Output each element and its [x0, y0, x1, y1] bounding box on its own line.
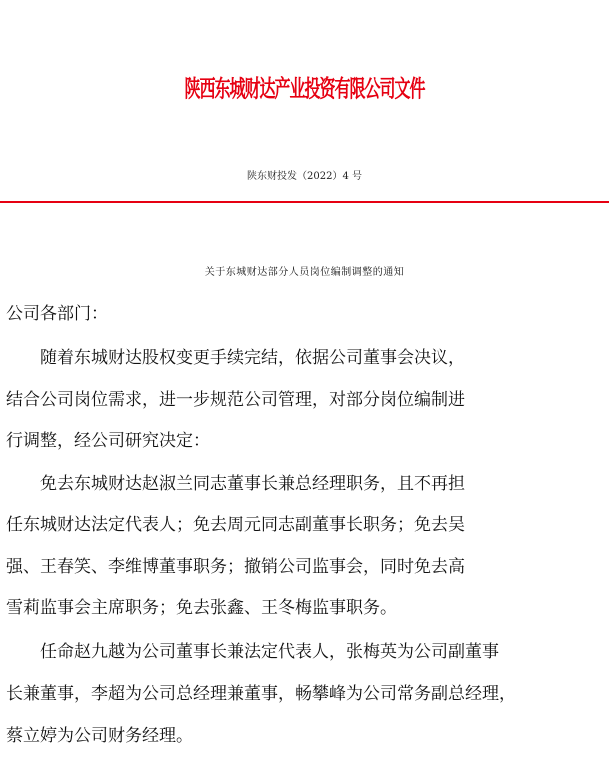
paragraph-3-line-2: 长兼董事，李超为公司总经理兼董事，畅攀峰为公司常务副总经理， [6, 684, 516, 704]
red-divider-rule [0, 201, 609, 203]
paragraph-2-line-1: 免去东城财达赵淑兰同志董事长兼总经理职务，且不再担 [40, 474, 465, 494]
paragraph-3-line-1: 任命赵九越为公司董事长兼法定代表人，张梅英为公司副董事 [40, 642, 499, 662]
paragraph-1-line-1: 随着东城财达股权变更手续完结，依据公司董事会决议， [40, 348, 465, 368]
paragraph-2-line-2: 任东城财达法定代表人；免去周元同志副董事长职务；免去吴 [6, 515, 465, 535]
notice-title: 关于东城财达部分人员岗位编制调整的通知 [204, 267, 405, 278]
paragraph-1-line-2: 结合公司岗位需求，进一步规范公司管理，对部分岗位编制进 [6, 390, 465, 410]
paragraph-3-line-3: 蔡立婷为公司财务经理。 [6, 726, 193, 746]
paragraph-2-line-3: 强、王春笑、李维博董事职务；撤销公司监事会，同时免去高 [6, 557, 465, 577]
org-title-header: 陕西东城财达产业投资有限公司文件 [184, 74, 425, 103]
salutation: 公司各部门： [6, 304, 108, 324]
document-number: 陕东财投发（2022）4 号 [247, 171, 362, 182]
paragraph-1-line-3: 行调整，经公司研究决定： [6, 431, 210, 451]
paragraph-2-line-4: 雪莉监事会主席职务；免去张鑫、王冬梅监事职务。 [6, 598, 397, 618]
